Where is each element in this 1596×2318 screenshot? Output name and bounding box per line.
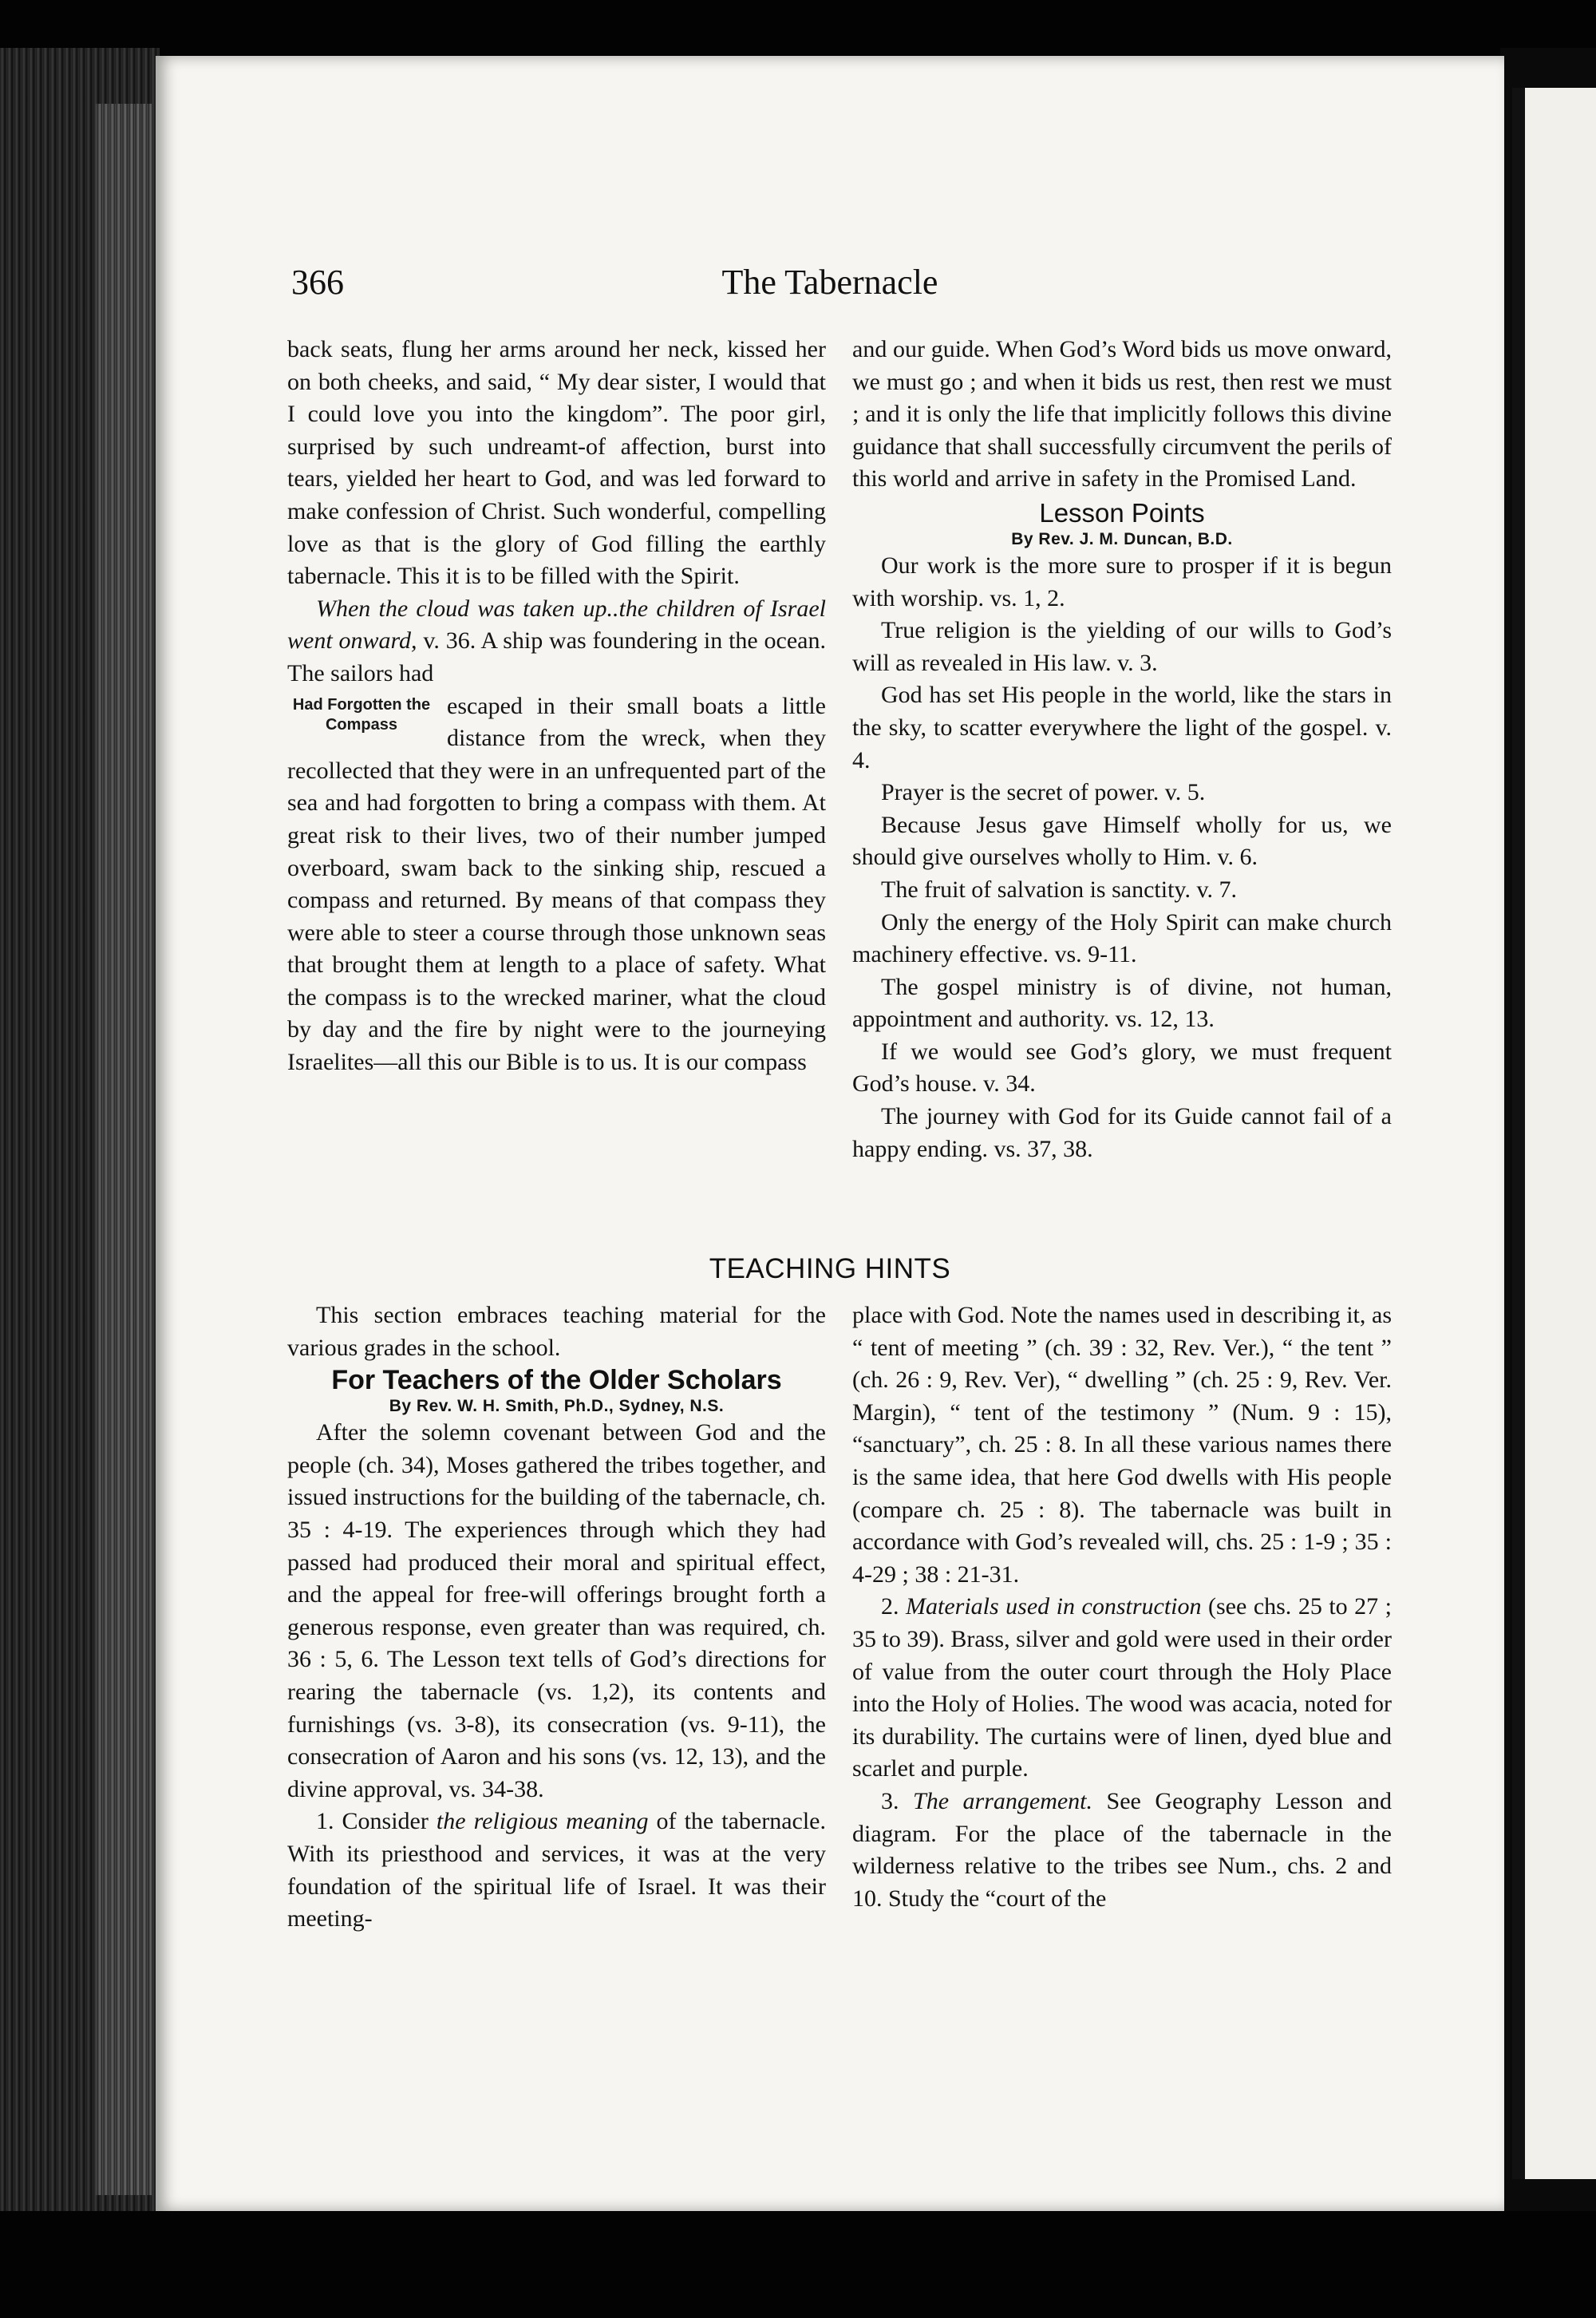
- point-number: 1. Consider: [316, 1808, 437, 1835]
- scan-bottom-border: [0, 2211, 1596, 2318]
- running-title: The Tabernacle: [721, 263, 938, 302]
- left-column-top: [287, 334, 826, 1079]
- point-text: (see chs. 25 to 27 ; 35 to 39). Brass, silver and gold were used in their order of value from the outer court through the Holy Place into the Holy of Holies. The wood was acacia, noted for its durability. The curtains were of linen, dyed blue and scarlet and purple.: [852, 1593, 1392, 1782]
- point-number: 3.: [881, 1787, 914, 1814]
- scripture-quote: When the cloud was taken up..the children of Israel went onward,: [287, 595, 826, 655]
- lesson-point: The gospel ministry is of divine, not human, appointment and authority. vs. 12, 13.: [852, 973, 1392, 1033]
- lesson-point: The fruit of salvation is sanctity. v. 7.: [881, 876, 1238, 903]
- lesson-points-heading: Lesson Points: [1039, 497, 1205, 528]
- covenant-paragraph: After the solemn covenant between God and the people (ch. 34), Moses gathered the tribes together, and issued instructions for the building of the tabernacle, ch. 35 : 4-19. The experiences through which they had passed had produced their moral and spiritual effect, and the appeal for free-will offerings brought forth a generous response, even greater than was required, ch. 36 : 5, 6. The Lesson text tells of God’s directions for rearing the tabernacle (vs. 1,2), its contents and furnishings (vs. 3-8), its consecration (vs. 9-11), the consecration of Aaron and his sons (vs. 12, 13), and the divine approval, vs. 34-38.: [287, 1419, 826, 1802]
- lesson-point: If we would see God’s glory, we must frequent God’s house. v. 34.: [852, 1038, 1392, 1098]
- point-title: the religious meaning: [436, 1808, 649, 1835]
- point-title: The arrangement.: [913, 1787, 1093, 1814]
- lesson-points-byline: By Rev. J. M. Duncan, B.D.: [1011, 529, 1233, 548]
- page-edge-texture: [96, 104, 152, 2195]
- lesson-point: The journey with God for its Guide cannot fail of a happy ending. vs. 37, 38.: [852, 1103, 1392, 1162]
- running-head: [156, 262, 1504, 318]
- point-text: of the tabernacle. With its priesthood and services, it was at the very foundation of the spiritual life of Israel. It was their meeting-: [287, 1808, 827, 1932]
- cloud-paragraph-opening: [287, 593, 826, 690]
- left-column-bottom: [287, 1299, 826, 1936]
- lesson-point: True religion is the yielding of our wills to God’s will as revealed in His law. v. 3.: [852, 617, 1392, 676]
- story-paragraph: back seats, flung her arms around her neck, kissed her on both cheeks, and said, “ My dear sister, I would that I could love you into the kingdom”. The poor girl, surprised by such undreamt-of affection, burst into tears, yielded her heart to God, and was led forward to make confession of Christ. Such wonderful, compelling love as that is the glory of God filling the earthly tabernacle. This it is to be filled with the Spirit.: [287, 336, 826, 590]
- lesson-point: Because Jesus gave Himself wholly for us, we should give ourselves wholly to Him. v. 6.: [852, 811, 1392, 871]
- older-scholars-heading: For Teachers of the Older Scholars: [331, 1365, 782, 1396]
- point-text: See Geography Lesson and diagram. For the place of the tabernacle in the wilderness relative to the tribes see Num., chs. 2 and 10. Study the “court of the: [852, 1787, 1392, 1912]
- teaching-hints-heading: TEACHING HINTS: [709, 1253, 951, 1284]
- page-number: 366: [291, 263, 344, 302]
- point-title: Materials used in construction: [906, 1593, 1202, 1620]
- cloud-paragraph-text: v. 36. A ship was foundering in the ocean. The sailors had: [287, 627, 826, 686]
- point-number: 2.: [881, 1593, 907, 1620]
- religious-meaning-paragraph: [287, 1806, 826, 1935]
- book-page: [156, 56, 1504, 2211]
- gutter-shadow: [1512, 88, 1525, 2179]
- section-intro: This section embraces teaching material for the various grades in the school.: [287, 1302, 826, 1361]
- guide-paragraph: and our guide. When God’s Word bids us move onward, we must go ; and when it bids us rest, then rest we must ; and it is only the life that implicitly follows this divine guidance that shall successfully circumvent the perils of this world and arrive in safety in the Promised Land.: [852, 336, 1392, 492]
- lesson-point: Our work is the more sure to prosper if it is begun with worship. vs. 1, 2.: [852, 552, 1392, 611]
- arrangement-paragraph: [852, 1786, 1392, 1915]
- materials-paragraph: [852, 1591, 1392, 1786]
- lesson-point: Prayer is the secret of power. v. 5.: [881, 779, 1206, 806]
- sidenote-block: [287, 690, 826, 1079]
- right-column-top: [852, 334, 1392, 1165]
- names-paragraph: place with God. Note the names used in describing it, as “ tent of meeting ” (ch. 39 : 32, Rev. Ver.), “ the tent ” (ch. 26 : 9, Rev. Ver), “ dwelling ” (ch. 25 : 9, Rev. Ver. Margin), “ tent of the testimony ” (Num. 9 : 15), “sanctuary”, ch. 25 : 8. In all these various names there is the same idea, that here God dwells with His people (compare ch. 25 : 8). The tabernacle was built in accordance with God’s revealed will, chs. 25 : 1-9 ; 35 : 4-29 ; 38 : 21-31.: [852, 1302, 1392, 1588]
- lesson-point: God has set His people in the world, like the stars in the sky, to scatter everywhere the light of the gospel. v. 4.: [852, 682, 1392, 773]
- older-scholars-byline: By Rev. W. H. Smith, Ph.D., Sydney, N.S.: [389, 1397, 725, 1416]
- right-column-bottom: [852, 1299, 1392, 1915]
- margin-sidenote: Had Forgotten the Compass: [292, 695, 431, 734]
- book-page-edges-left: [0, 48, 160, 2251]
- compass-paragraph: escaped in their small boats a little distance from the wreck, when they recollected that they were in an unfrequented part of the sea and had forgotten to bring a compass with them. At great risk to their lives, two of their number jumped overboard, swam back to the sinking ship, rescued a compass and returned. By means of that compass they were able to steer a course through those unknown seas that brought them at length to a place of safety. What the compass is to the wrecked mariner, what the cloud by day and the fire by night were to the journeying Israelites—all this our Bible is to us. It is our compass: [287, 692, 826, 1076]
- lesson-point: Only the energy of the Holy Spirit can make church machinery effective. vs. 9-11.: [852, 908, 1392, 968]
